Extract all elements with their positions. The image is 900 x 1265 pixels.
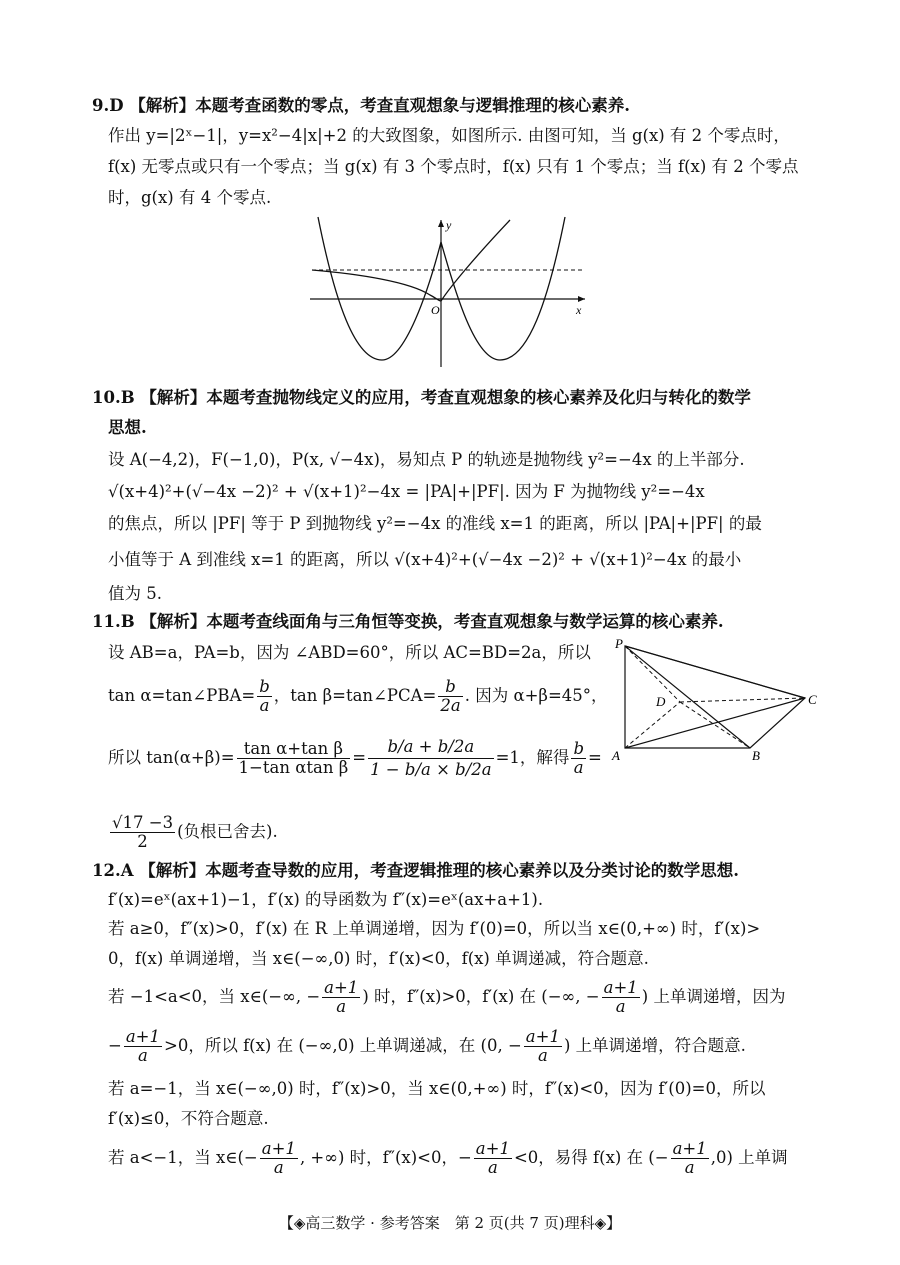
numerator: a+1	[603, 978, 638, 997]
q11-solve-text: =1，解得	[495, 748, 570, 767]
q11-tan-beta-text: ，tan β=tan∠PCA=	[273, 686, 437, 705]
q12-l4-part3: ) 上单调递增，因为	[641, 987, 786, 1006]
q11-pyramid-figure	[610, 636, 825, 766]
denominator: a	[273, 1158, 284, 1177]
q10-line1: 设 A(−4,2)，F(−1,0)，P(x, √−4x)，易知点 P 的轨迹是抛物线 y²=−4x 的上半部分.	[108, 450, 745, 469]
q12-heading: 12.A 【解析】本题考查导数的应用，考查逻辑推理的核心素养以及分类讨论的数学思想.	[92, 861, 739, 880]
q11-heading: 11.B 【解析】本题考查线面角与三角恒等变换，考查直观想象与数学运算的核心素养.	[92, 612, 724, 631]
q12-l5-part3: ) 上单调递增，符合题意.	[563, 1036, 746, 1055]
q11-fraction-b-over-2a	[438, 678, 462, 715]
q11-equals: =	[588, 748, 602, 767]
vertex-d-label: D	[656, 694, 666, 709]
q12-l5-part1: −	[108, 1036, 122, 1055]
q12-line2: 若 a≥0，f″(x)>0，f′(x) 在 R 上单调递增，因为 f′(0)=0，所以当 x∈(0,+∞) 时，f′(x)>	[108, 919, 761, 938]
denominator: 1 − b/a × b/2a	[370, 760, 492, 779]
q9-axis-y-label: y	[446, 218, 452, 232]
q10-line3: 的焦点，所以 |PF| 等于 P 到抛物线 y²=−4x 的准线 x=1 的距离，所以 |PA|+|PF| 的最	[108, 514, 762, 533]
numerator: tan α+tan β	[237, 740, 351, 759]
q11-ratio-fraction	[571, 740, 586, 777]
q11-line3: 所以 tan(α+β)= $\frac{\text{tan α+tan β}}{\text{1−tan αtan β}}$ = $\frac{b/a + b/2a}{1 - b/a \times b/2a}$ =1，解得 $\frac{b}{a}$ =	[108, 737, 602, 779]
numerator: a+1	[261, 1139, 296, 1158]
numerator: b	[438, 678, 462, 697]
q9-function-graph	[300, 212, 600, 372]
vertex-p-label: P	[615, 636, 623, 651]
q11-tan-sum-fraction	[237, 740, 351, 777]
q12-line4	[108, 975, 785, 1019]
denominator: a	[537, 1046, 548, 1065]
q12-l8-part2: , +∞) 时，f″(x)<0，−	[299, 1148, 472, 1167]
q12-l8-part1: 若 a<−1，当 x∈(−	[108, 1148, 258, 1167]
denominator: 2a	[440, 696, 461, 715]
q11-answer-fraction	[110, 814, 175, 851]
q10-heading-2: 思想.	[108, 418, 147, 437]
q12-l4-part2: ) 时，f″(x)>0，f′(x) 在 (−∞, −	[362, 987, 600, 1006]
q11-tan-alpha-text: tan α=tan∠PBA=	[108, 686, 256, 705]
denominator: 2	[137, 832, 148, 851]
denominator: a	[684, 1158, 695, 1177]
q10-heading-1: 10.B 【解析】本题考查抛物线定义的应用，考查直观想象的核心素养及化归与转化的数学	[92, 388, 751, 407]
q11-line4	[108, 812, 278, 852]
q12-line5	[108, 1024, 746, 1068]
q11-root-note: (负根已舍去).	[177, 822, 278, 841]
q11-sum-angle-text: . 因为 α+β=45°，	[464, 686, 608, 705]
denominator: a	[259, 696, 270, 715]
q11-tan-sum-text: 所以 tan(α+β)=	[108, 748, 235, 767]
denominator: a	[336, 997, 347, 1016]
denominator: a	[573, 758, 584, 777]
denominator: a	[137, 1046, 148, 1065]
q9-line1: 作出 y=|2ˣ−1|，y=x²−4|x|+2 的大致图象，如图所示. 由图可知，当 g(x) 有 2 个零点时，	[108, 126, 790, 145]
numerator: a+1	[475, 1139, 510, 1158]
q10-line4: 小值等于 A 到准线 x=1 的距离，所以 √(x+4)²+(√−4x −2)² + √(x+1)²−4x 的最小	[108, 550, 742, 569]
q11-line1: 设 AB=a，PA=b，因为 ∠ABD=60°，所以 AC=BD=2a，所以	[108, 643, 591, 662]
q12-frac-a1-over-a	[322, 979, 360, 1016]
q11-line2	[108, 676, 608, 716]
q12-line6: 若 a=−1，当 x∈(−∞,0) 时，f″(x)>0，当 x∈(0,+∞) 时，f″(x)<0，因为 f′(0)=0，所以	[108, 1079, 766, 1098]
numerator: a+1	[125, 1027, 160, 1046]
q12-line3: 0，f(x) 单调递增，当 x∈(−∞,0) 时，f′(x)<0，f(x) 单调递减，符合题意.	[108, 949, 649, 968]
q9-line3: 时，g(x) 有 4 个零点.	[108, 188, 272, 207]
q12-frac-a1-over-a	[524, 1028, 562, 1065]
vertex-b-label: B	[752, 748, 760, 763]
q9-origin-label: O	[431, 303, 440, 317]
denominator: 1−tan αtan β	[238, 758, 349, 777]
q12-line1: f′(x)=eˣ(ax+1)−1，f′(x) 的导函数为 f″(x)=eˣ(ax+a+1).	[108, 890, 544, 909]
q12-l8-part3: <0，易得 f(x) 在 (−	[513, 1148, 669, 1167]
vertex-c-label: C	[808, 692, 817, 707]
q9-line2: f(x) 无零点或只有一个零点；当 g(x) 有 3 个零点时，f(x) 只有 1 个零点；当 f(x) 有 2 个零点	[108, 157, 799, 176]
numerator: √17 −3	[112, 813, 174, 832]
q9-axis-x-label: x	[576, 303, 582, 317]
denominator: a	[615, 997, 626, 1016]
q10-line2: √(x+4)²+(√−4x −2)² + √(x+1)²−4x = |PA|+|PF|. 因为 F 为抛物线 y²=−4x	[108, 482, 705, 501]
q12-frac-a1-over-a	[602, 979, 640, 1016]
q12-l5-part2: >0，所以 f(x) 在 (−∞,0) 上单调递减，在 (0, −	[164, 1036, 522, 1055]
numerator: a+1	[672, 1139, 707, 1158]
numerator: a+1	[324, 978, 359, 997]
denominator: a	[487, 1158, 498, 1177]
page-footer: 【◈高三数学 · 参考答案 第 2 页(共 7 页)理科◈】	[278, 1214, 622, 1232]
q11-compound-fraction	[368, 736, 494, 781]
q9-heading: 9.D 【解析】本题考查函数的零点，考查直观想象与逻辑推理的核心素养.	[92, 96, 631, 115]
q11-fraction-b-over-a	[257, 678, 272, 715]
numerator: b	[573, 739, 584, 758]
q12-frac-a1-over-a	[124, 1028, 162, 1065]
q12-l4-part1: 若 −1<a<0，当 x∈(−∞, −	[108, 987, 321, 1006]
numerator: b/a + b/2a	[368, 736, 494, 759]
q12-frac-a1-over-a	[260, 1140, 298, 1177]
q12-l8-part4: ,0) 上单调	[710, 1148, 788, 1167]
q12-line8	[108, 1136, 788, 1180]
vertex-a-label: A	[612, 748, 620, 763]
q12-line7: f′(x)≤0，不符合题意.	[108, 1109, 269, 1128]
q12-frac-a1-over-a	[671, 1140, 709, 1177]
numerator: a+1	[525, 1027, 560, 1046]
q12-frac-a1-over-a	[474, 1140, 512, 1177]
q10-line5: 值为 5.	[108, 584, 162, 603]
numerator: b	[259, 677, 270, 696]
